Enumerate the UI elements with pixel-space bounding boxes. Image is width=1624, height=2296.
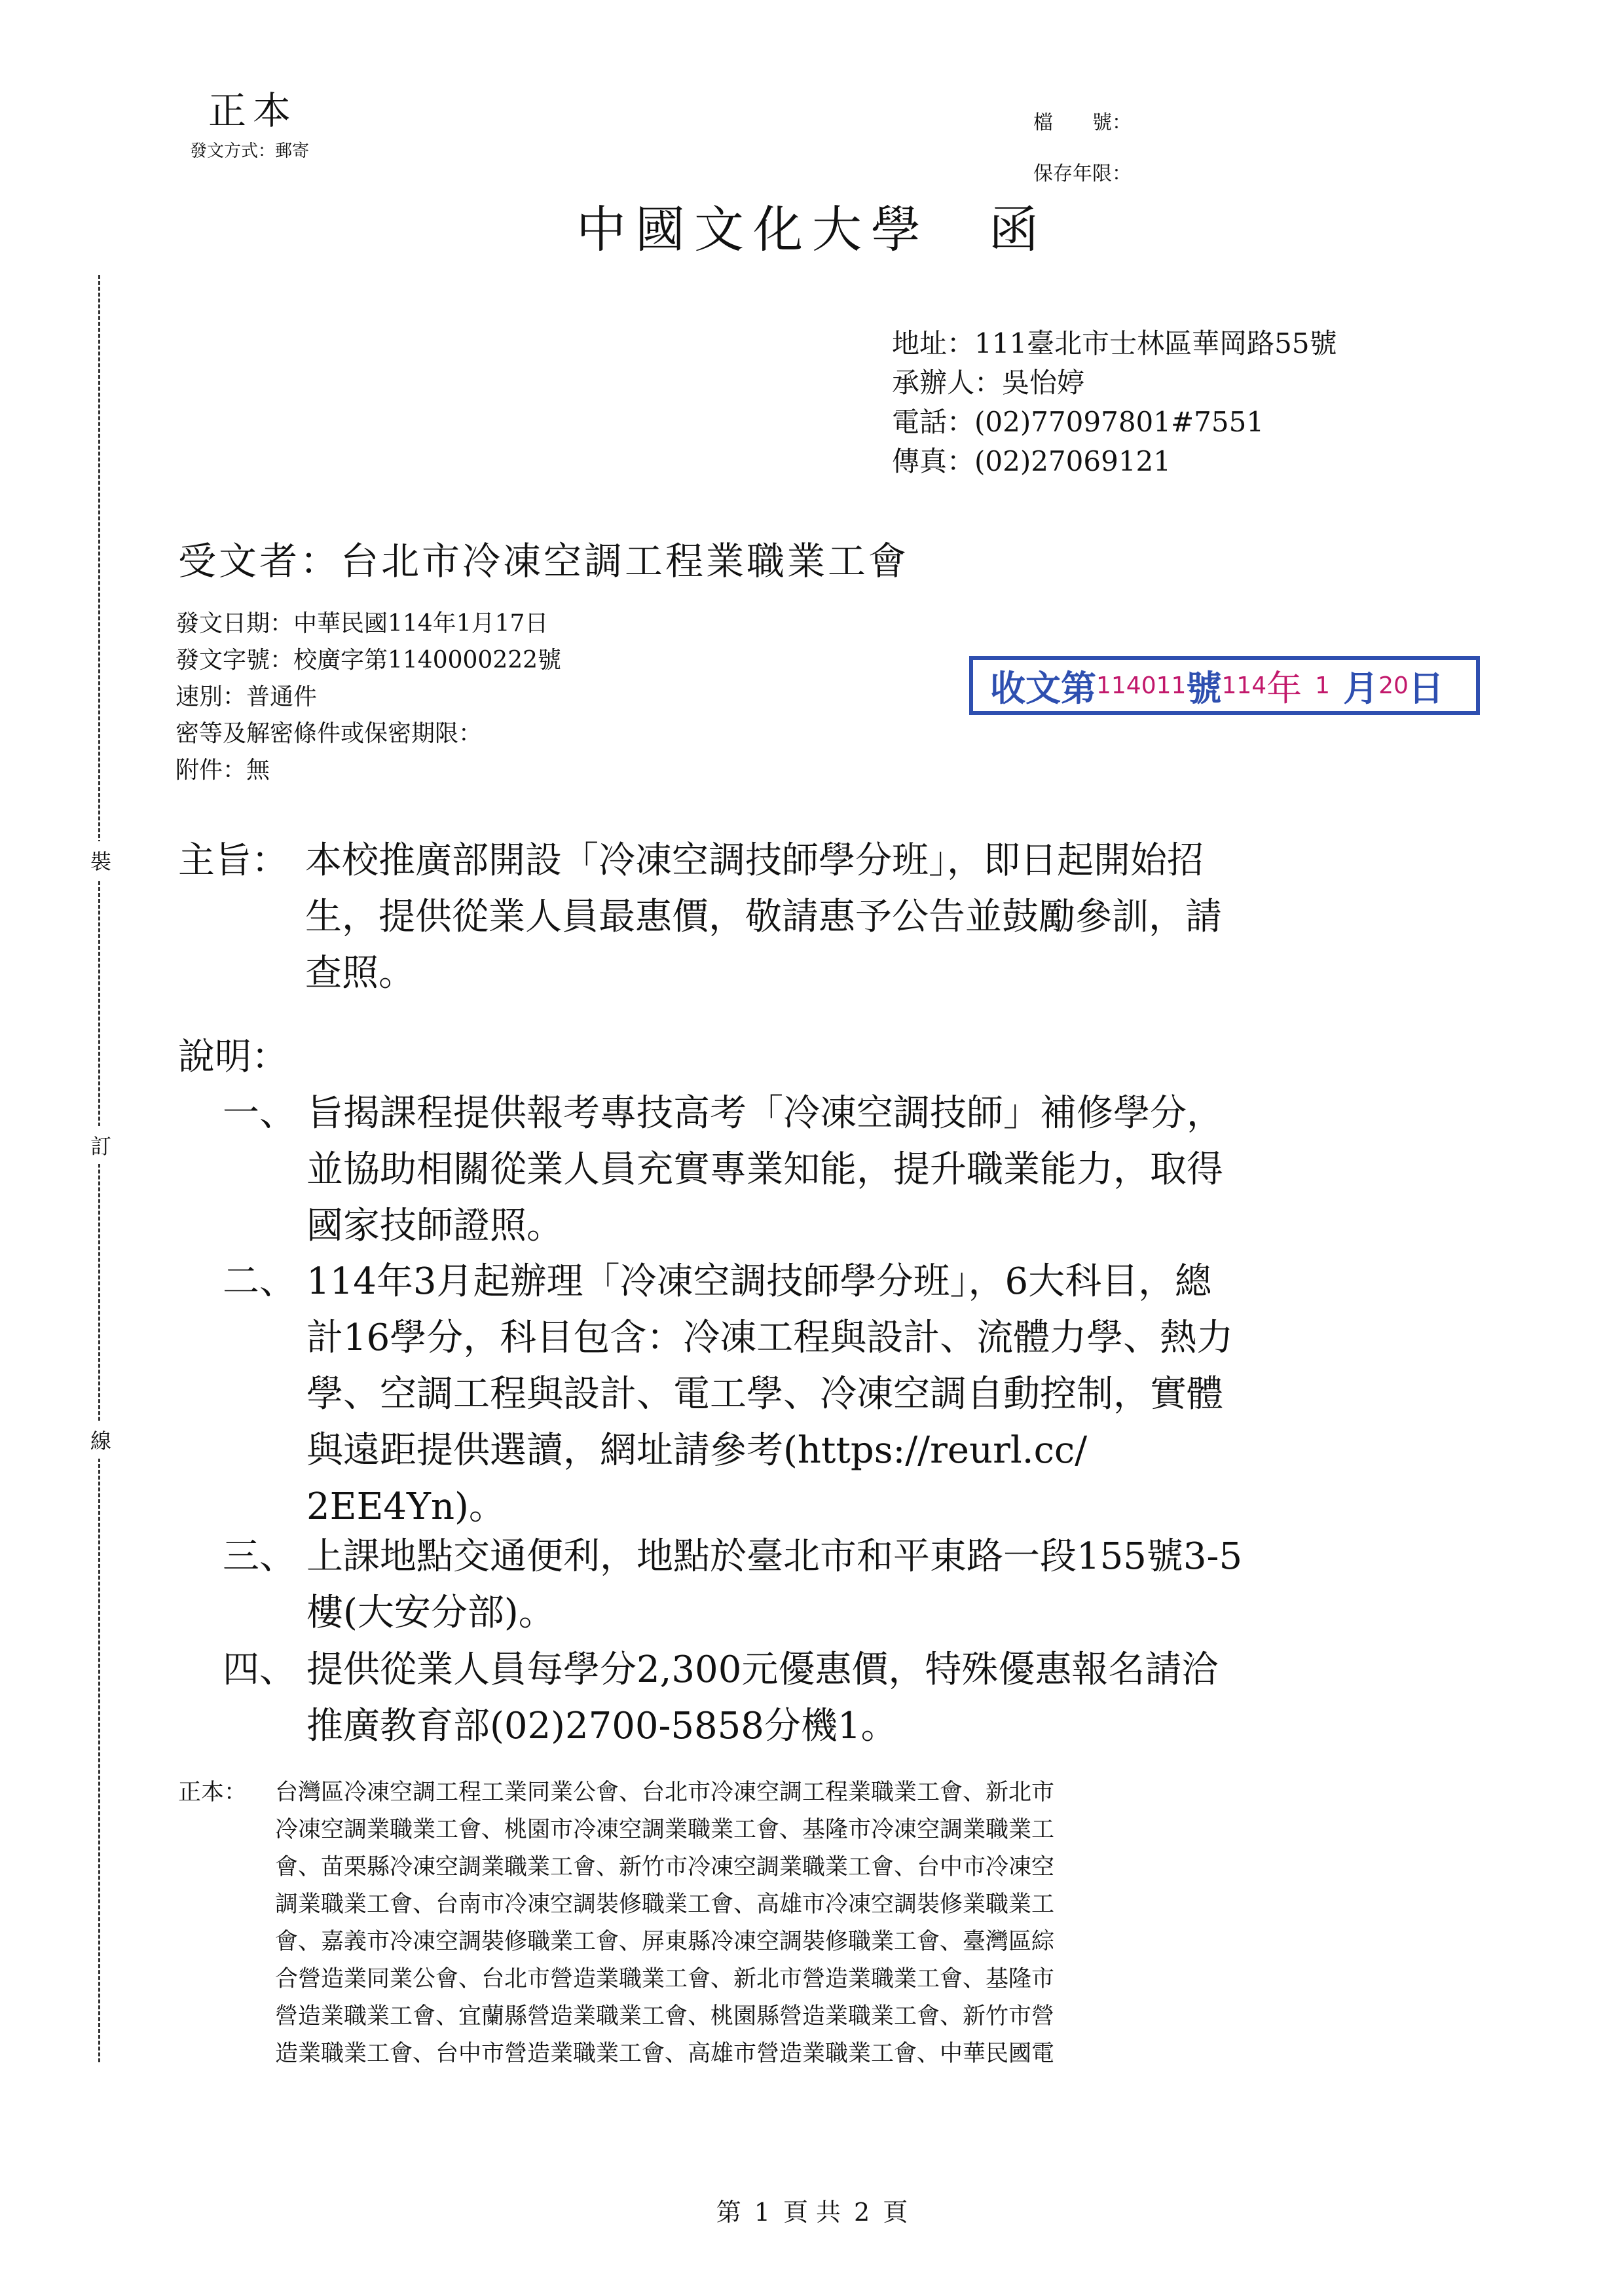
document-title: 中國文化大學 函	[576, 200, 1048, 259]
document-metadata	[175, 606, 561, 789]
item-line: 樓(大安分部)。	[306, 1592, 555, 1634]
item-number: 四、	[223, 1649, 296, 1691]
explanation-item-3	[223, 1529, 1242, 1641]
binding-mark-middle: 訂	[90, 1126, 111, 1164]
received-stamp	[969, 656, 1480, 715]
item-line: 114年3月起辦理「冷凍空調技師學分班」，6大科目，總	[306, 1260, 1212, 1303]
binding-mark-top: 裝	[90, 841, 111, 879]
send-method: 發文方式：郵寄	[190, 141, 310, 161]
distribution-line: 會、苗栗縣冷凍空調業職業工會、新竹市冷凍空調業職業工會、台中市冷凍空	[275, 1854, 1055, 1880]
file-number-label: 檔 號：	[1033, 111, 1132, 134]
distribution-label: 正本：	[178, 1779, 248, 1806]
stamp-month: 1	[1315, 672, 1331, 699]
subject-line: 本校推廣部開設「冷凍空調技師學分班」，即日起開始招	[305, 839, 1204, 882]
total-pages: 2	[854, 2198, 870, 2227]
document-number: 發文字號：校廣字第1140000222號	[175, 647, 562, 674]
distribution-line: 會、嘉義市冷凍空調裝修職業工會、屏東縣冷凍空調裝修職業工會、臺灣區綜	[275, 1929, 1055, 1955]
attachment: 附件：無	[175, 757, 270, 784]
stamp-year-label: 年	[1266, 667, 1302, 709]
sender-info	[892, 324, 1337, 481]
recipient: 受文者：台北市冷凍空調工程業職業工會	[178, 539, 910, 583]
distribution-line: 冷凍空調業職業工會、桃園市冷凍空調業職業工會、基隆市冷凍空調業職業工	[275, 1817, 1055, 1843]
explanation-label: 說明：	[178, 1036, 288, 1078]
explanation-item-1	[223, 1085, 1223, 1254]
distribution-line: 造業職業工會、台中市營造業職業工會、高雄市營造業職業工會、中華民國電	[275, 2041, 1055, 2067]
subject-label: 主旨：	[178, 839, 288, 882]
sender-address: 地址：111臺北市士林區華岡路55號	[892, 327, 1337, 359]
item-number: 三、	[223, 1535, 296, 1578]
stamp-day: 20	[1378, 672, 1409, 699]
page-prefix: 第	[716, 2198, 741, 2227]
subject-line: 查照。	[305, 952, 415, 994]
subject-line: 生，提供從業人員最惠價，敬請惠予公告並鼓勵參訓，請	[305, 896, 1222, 938]
stamp-prefix: 收文第	[990, 666, 1096, 709]
stamp-number: 114011	[1096, 672, 1187, 699]
sender-phone: 電話：(02)77097801#7551	[892, 406, 1264, 438]
item-line: 提供從業人員每學分2,300元優惠價，特殊優惠報名請洽	[306, 1649, 1219, 1691]
sender-contact: 承辦人：吳怡婷	[892, 367, 1085, 399]
distribution-line: 調業職業工會、台南市冷凍空調裝修職業工會、高雄市冷凍空調裝修業職業工	[275, 1891, 1055, 1918]
page-suffix: 頁	[883, 2198, 908, 2227]
item-number: 二、	[223, 1260, 296, 1303]
explanation-item-4	[223, 1642, 1218, 1755]
item-line: 旨揭課程提供報考專技高考「冷凍空調技師」補修學分，	[306, 1092, 1223, 1135]
page-middle: 頁 共	[783, 2198, 841, 2227]
speed-class: 速別：普通件	[175, 683, 318, 710]
distribution-list	[178, 1774, 1054, 2073]
stamp-month-label: 月	[1343, 666, 1379, 709]
distribution-line: 台灣區冷凍空調工程工業同業公會、台北市冷凍空調工程業職業工會、新北市	[275, 1779, 1055, 1806]
item-line: 學、空調工程與設計、電工學、冷凍空調自動控制，實體	[306, 1373, 1223, 1415]
sender-fax: 傳真：(02)27069121	[892, 445, 1171, 477]
binding-dashed-line	[98, 275, 100, 2062]
item-line: 國家技師證照。	[306, 1205, 563, 1247]
stamp-day-label: 日	[1408, 666, 1444, 709]
current-page: 1	[754, 2198, 770, 2227]
distribution-line: 營造業職業工會、宜蘭縣營造業職業工會、桃園縣營造業職業工會、新竹市營	[275, 2003, 1055, 2030]
explanation-item-2	[223, 1254, 1233, 1535]
item-line: 並協助相關從業人員充實專業知能，提升職業能力，取得	[306, 1148, 1223, 1191]
copy-type-mark: 正本	[208, 88, 298, 133]
item-number: 一、	[223, 1092, 296, 1135]
page-number	[0, 2192, 1624, 2228]
stamp-no-label: 號	[1186, 666, 1222, 709]
subject-section	[178, 833, 1422, 1002]
secrecy-level: 密等及解密條件或保密期限：	[175, 720, 483, 747]
binding-mark-bottom: 線	[90, 1421, 111, 1459]
retention-period-label: 保存年限：	[1033, 162, 1132, 185]
item-line: 計16學分，科目包含：冷凍工程與設計、流體力學、熱力	[306, 1317, 1234, 1359]
item-line: 2EE4Yn)。	[306, 1485, 506, 1528]
distribution-line: 合營造業同業公會、台北市營造業職業工會、新北市營造業職業工會、基隆市	[275, 1966, 1055, 1992]
stamp-year: 114	[1221, 672, 1267, 699]
item-line: 推廣教育部(02)2700-5858分機1。	[306, 1705, 898, 1747]
item-line: 上課地點交通便利，地點於臺北市和平東路一段155號3-5	[306, 1535, 1243, 1578]
issue-date: 發文日期：中華民國114年1月17日	[175, 610, 549, 637]
item-line: 與遠距提供選讀，網址請參考(https://reurl.cc/	[306, 1429, 1088, 1472]
